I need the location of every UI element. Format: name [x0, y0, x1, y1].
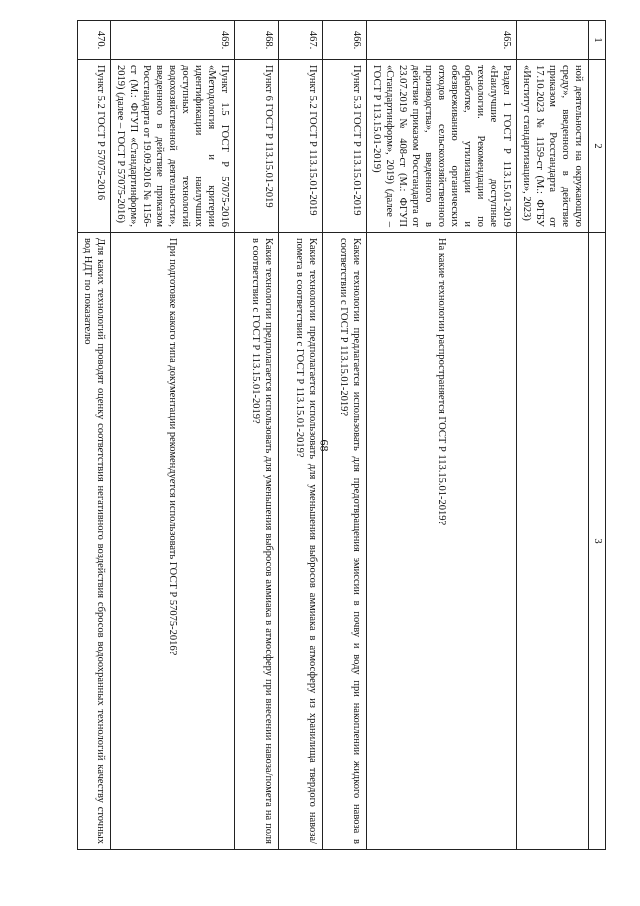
page-number: 68: [317, 439, 332, 452]
row-reference: Пункт 1.5 ГОСТ Р 57075-2016 «Методология и критерии идентификации наилучших доступных технологий водохозяйственной деятельности», введенного в действие приказом Росстандарта от 19.09.2016 № 1156-ст (М.: ФГУП «Стандартинформ», 2019) (далее – ГОСТ Р 57075-2016): [111, 60, 235, 233]
row-number: 469.: [111, 21, 235, 60]
row-question: Какие технологии предполагается использовать для уменьшения выбросов аммиака в атмосферу при внесении навоза/помета на поля в соответствии с ГОСТ Р 113.15.01-2019?: [235, 233, 279, 850]
header-col-2: 2: [589, 60, 606, 233]
row-question: [517, 233, 589, 850]
table-row: [78, 21, 111, 850]
table-row: [111, 21, 235, 850]
rotated-table-frame: [82, 20, 606, 850]
table-row: [367, 21, 517, 850]
row-number: 468.: [235, 21, 279, 60]
table-row: [279, 21, 323, 850]
header-col-3: 3: [589, 233, 606, 850]
row-reference: Пункт 5.2 ГОСТ Р 113.15.01-2019: [279, 60, 323, 233]
row-number: 470.: [78, 21, 111, 60]
table-header-row: [589, 21, 606, 850]
header-col-1: 1: [589, 21, 606, 60]
row-number: 467.: [279, 21, 323, 60]
table-row: [517, 21, 589, 850]
row-question: На какие технологии распространяется ГОСТ Р 113.15.01-2019?: [367, 233, 517, 850]
row-question: Какие технологии предполагается использовать для уменьшения выбросов аммиака в атмосферу из хранилища твердого навоза/помета в соответствии с ГОСТ Р 113.15.01-2019?: [279, 233, 323, 850]
row-question: Какие технологии предлагается использовать для предотвращения эмиссии в почву и воду при накоплении жидкого навоза в соответствии с ГОСТ Р 113.15.01-2019?: [323, 233, 367, 850]
row-number: 465.: [367, 21, 517, 60]
row-question: Для каких технологий проводят оценку соответствия негативного воздействия сбросов водоохранных технологий качеству сточных вод НДТ по показателю: [78, 233, 111, 850]
row-reference: ной деятельности на окружающую среду», введенного в действие приказом Росстандарта от 17.10.2023 № 1159-ст (М.: ФГБУ «Институт стандартизации», 2023): [517, 60, 589, 233]
questions-table: [77, 20, 606, 850]
row-reference: Пункт 5.3 ГОСТ Р 113.15.01-2019: [323, 60, 367, 233]
table-row: [235, 21, 279, 850]
table-row: [323, 21, 367, 850]
row-question: При подготовке какого типа документации рекомендуется использовать ГОСТ Р 57075-2016?: [111, 233, 235, 850]
row-reference: Раздел 1 ГОСТ Р 113.15.01-2019 «Наилучшие доступные технологии. Рекомендации по обработке, утилизации и обезвреживанию органических отходов сельскохозяйственного производства», введенного в действие приказом Росстандарта от 23.07.2019 № 408-ст (М.: ФГУП «Стандартинформ», 2019) (далее – ГОСТ Р 113.15.01-2019): [367, 60, 517, 233]
row-number: 466.: [323, 21, 367, 60]
row-reference: Пункт 6 ГОСТ Р 113.15.01-2019: [235, 60, 279, 233]
row-number: [517, 21, 589, 60]
row-reference: Пункт 5.2 ГОСТ Р 57075-2016: [78, 60, 111, 233]
